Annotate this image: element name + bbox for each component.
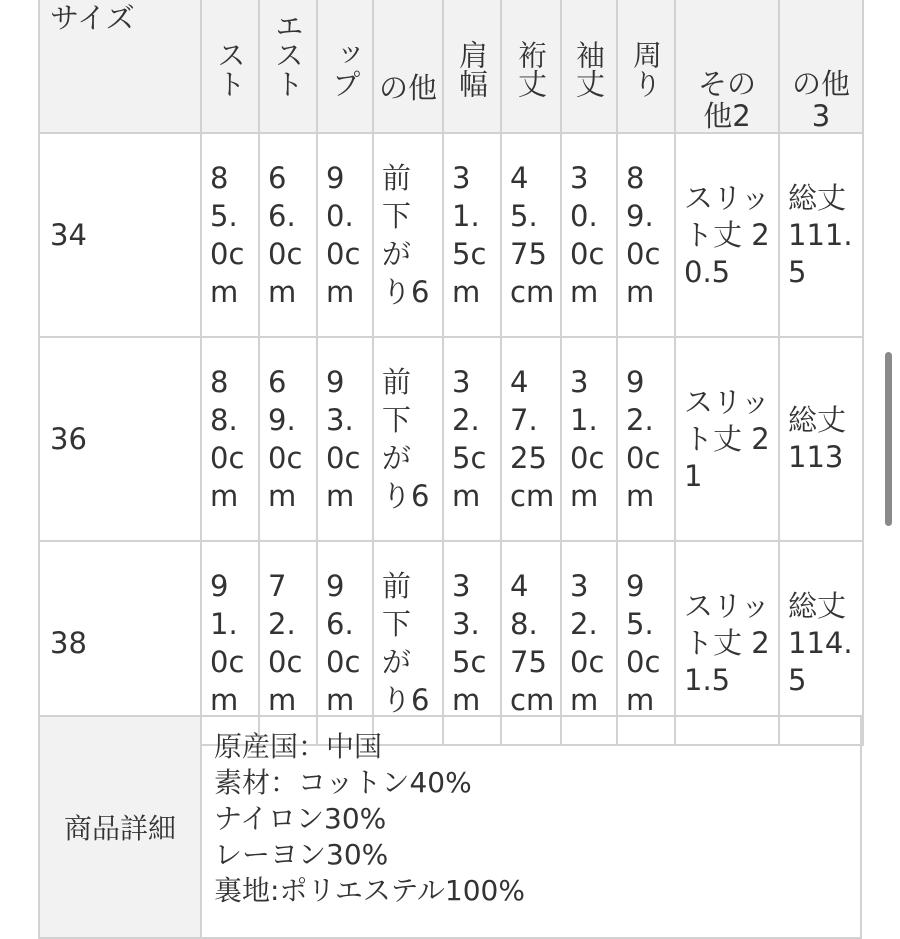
vertical-scrollbar[interactable]	[885, 352, 892, 526]
material-line: ナイロン30%	[214, 802, 387, 835]
size-label: 34	[39, 133, 201, 337]
yuki-length-value: 45.75cm	[501, 133, 561, 337]
waist-value: 69.0cm	[259, 337, 317, 541]
sleeve-length-value: 30.0cm	[561, 133, 617, 337]
header-yuki-length: 裄丈	[501, 0, 561, 133]
bust-value: 88.0cm	[201, 337, 259, 541]
sleeve-length-value: 31.0cm	[561, 337, 617, 541]
header-around: 周り	[617, 0, 675, 133]
shoulder-value: 31.5cm	[443, 133, 501, 337]
waist-value: 72.0cm	[259, 541, 317, 745]
hip-value: 93.0cm	[317, 337, 373, 541]
size-label: 38	[39, 541, 201, 745]
size-label: 36	[39, 337, 201, 541]
around-value: 89.0cm	[617, 133, 675, 337]
hip-value: 90.0cm	[317, 133, 373, 337]
header-waist: エスト	[259, 0, 317, 133]
other-3-value: 総丈114.5	[779, 541, 863, 745]
other-3-value: 総丈113	[779, 337, 863, 541]
header-bust: スト	[201, 0, 259, 133]
header-other-2: その他2	[675, 0, 779, 133]
other-value: 前下がり6	[373, 133, 443, 337]
around-value: 95.0cm	[617, 541, 675, 745]
bust-value: 85.0cm	[201, 133, 259, 337]
bust-value: 91.0cm	[201, 541, 259, 745]
header-size: サイズ	[39, 0, 201, 133]
product-details-label: 商品詳細	[39, 716, 201, 938]
shoulder-value: 33.5cm	[443, 541, 501, 745]
other-value: 前下がり6	[373, 541, 443, 745]
material-line: 素材：コットン40%	[214, 766, 472, 799]
header-hip: ップ	[317, 0, 373, 133]
origin-line: 原産国：中国	[214, 730, 383, 763]
table-row	[39, 133, 863, 337]
sleeve-length-value: 32.0cm	[561, 541, 617, 745]
material-line: レーヨン30%	[214, 838, 389, 871]
other-3-value: 総丈111.5	[779, 133, 863, 337]
around-value: 92.0cm	[617, 337, 675, 541]
yuki-length-value: 47.25cm	[501, 337, 561, 541]
product-details-content	[201, 716, 861, 938]
yuki-length-value: 48.75cm	[501, 541, 561, 745]
header-other-3: の他3	[779, 0, 863, 133]
header-other: の他	[373, 0, 443, 133]
header-sleeve-length: 袖丈	[561, 0, 617, 133]
hip-value: 96.0cm	[317, 541, 373, 745]
other-2-value: スリット丈 20.5	[675, 133, 779, 337]
other-value: 前下がり6	[373, 337, 443, 541]
other-2-value: スリット丈 21	[675, 337, 779, 541]
lining-line: 裏地:ポリエステル100%	[214, 874, 525, 907]
table-row	[39, 337, 863, 541]
other-2-value: スリット丈 21.5	[675, 541, 779, 745]
product-details-table	[38, 715, 862, 939]
waist-value: 66.0cm	[259, 133, 317, 337]
shoulder-value: 32.5cm	[443, 337, 501, 541]
size-chart-header-row	[39, 0, 863, 133]
product-details-row	[39, 716, 861, 938]
size-chart-table	[38, 0, 864, 746]
header-shoulder: 肩幅	[443, 0, 501, 133]
